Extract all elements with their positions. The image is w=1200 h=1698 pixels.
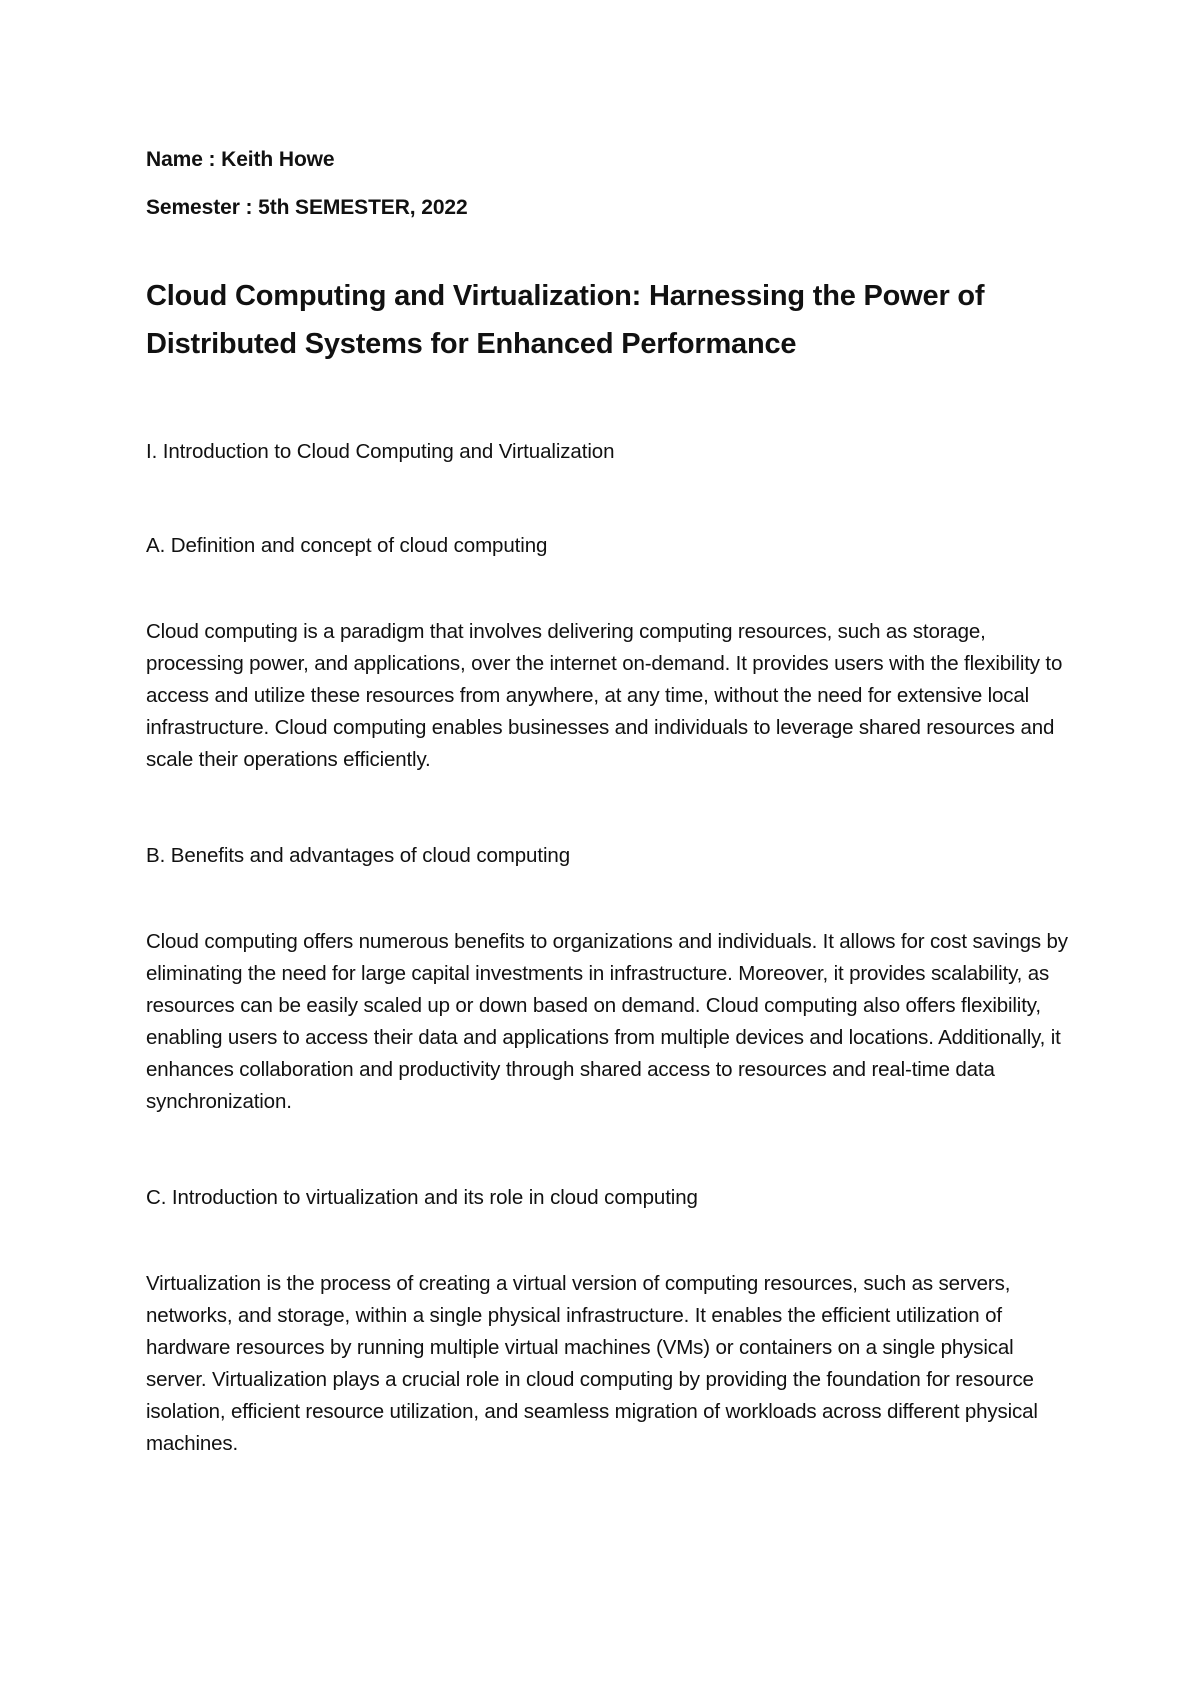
document-title: Cloud Computing and Virtualization: Harnessing the Power of Distributed Systems for Enhanced Performance xyxy=(146,280,985,360)
semester-info: Semester : 5th SEMESTER, 2022 xyxy=(146,196,468,219)
section-heading-benefits: B. Benefits and advantages of cloud computing xyxy=(146,844,571,867)
section-heading-virtualization: C. Introduction to virtualization and its role in cloud computing xyxy=(146,1186,698,1209)
paragraph-definition: Cloud computing is a paradigm that involves delivering computing resources, such as storage, processing power, and applications, over the internet on-demand. It provides users with the flexibility to access and utilize these resources from anywhere, at any time, without the need for extensive local infrastructure. Cloud computing enables businesses and individuals to leverage shared resources and scale their operations efficiently. xyxy=(146,620,1063,771)
paragraph-virtualization: Virtualization is the process of creating a virtual version of computing resources, such as servers, networks, and storage, within a single physical infrastructure. It enables the efficient utilization of hardware resources by running multiple virtual machines (VMs) or containers on a single physical server. Virtualization plays a crucial role in cloud computing by providing the foundation for resource isolation, efficient resource utilization, and seamless migration of workloads across different physical machines. xyxy=(146,1272,1038,1455)
section-heading-intro: I. Introduction to Cloud Computing and Virtualization xyxy=(146,440,615,463)
paragraph-benefits: Cloud computing offers numerous benefits to organizations and individuals. It allows for cost savings by eliminating the need for large capital investments in infrastructure. Moreover, it provides scalability, as resources can be easily scaled up or down based on demand. Cloud computing also offers flexibility, enabling users to access their data and applications from multiple devices and locations. Additionally, it enhances collaboration and productivity through shared access to resources and real-time data synchronization. xyxy=(146,930,1068,1113)
section-heading-definition: A. Definition and concept of cloud computing xyxy=(146,534,548,557)
document-content xyxy=(146,146,1076,1460)
student-name: Name : Keith Howe xyxy=(146,148,335,171)
